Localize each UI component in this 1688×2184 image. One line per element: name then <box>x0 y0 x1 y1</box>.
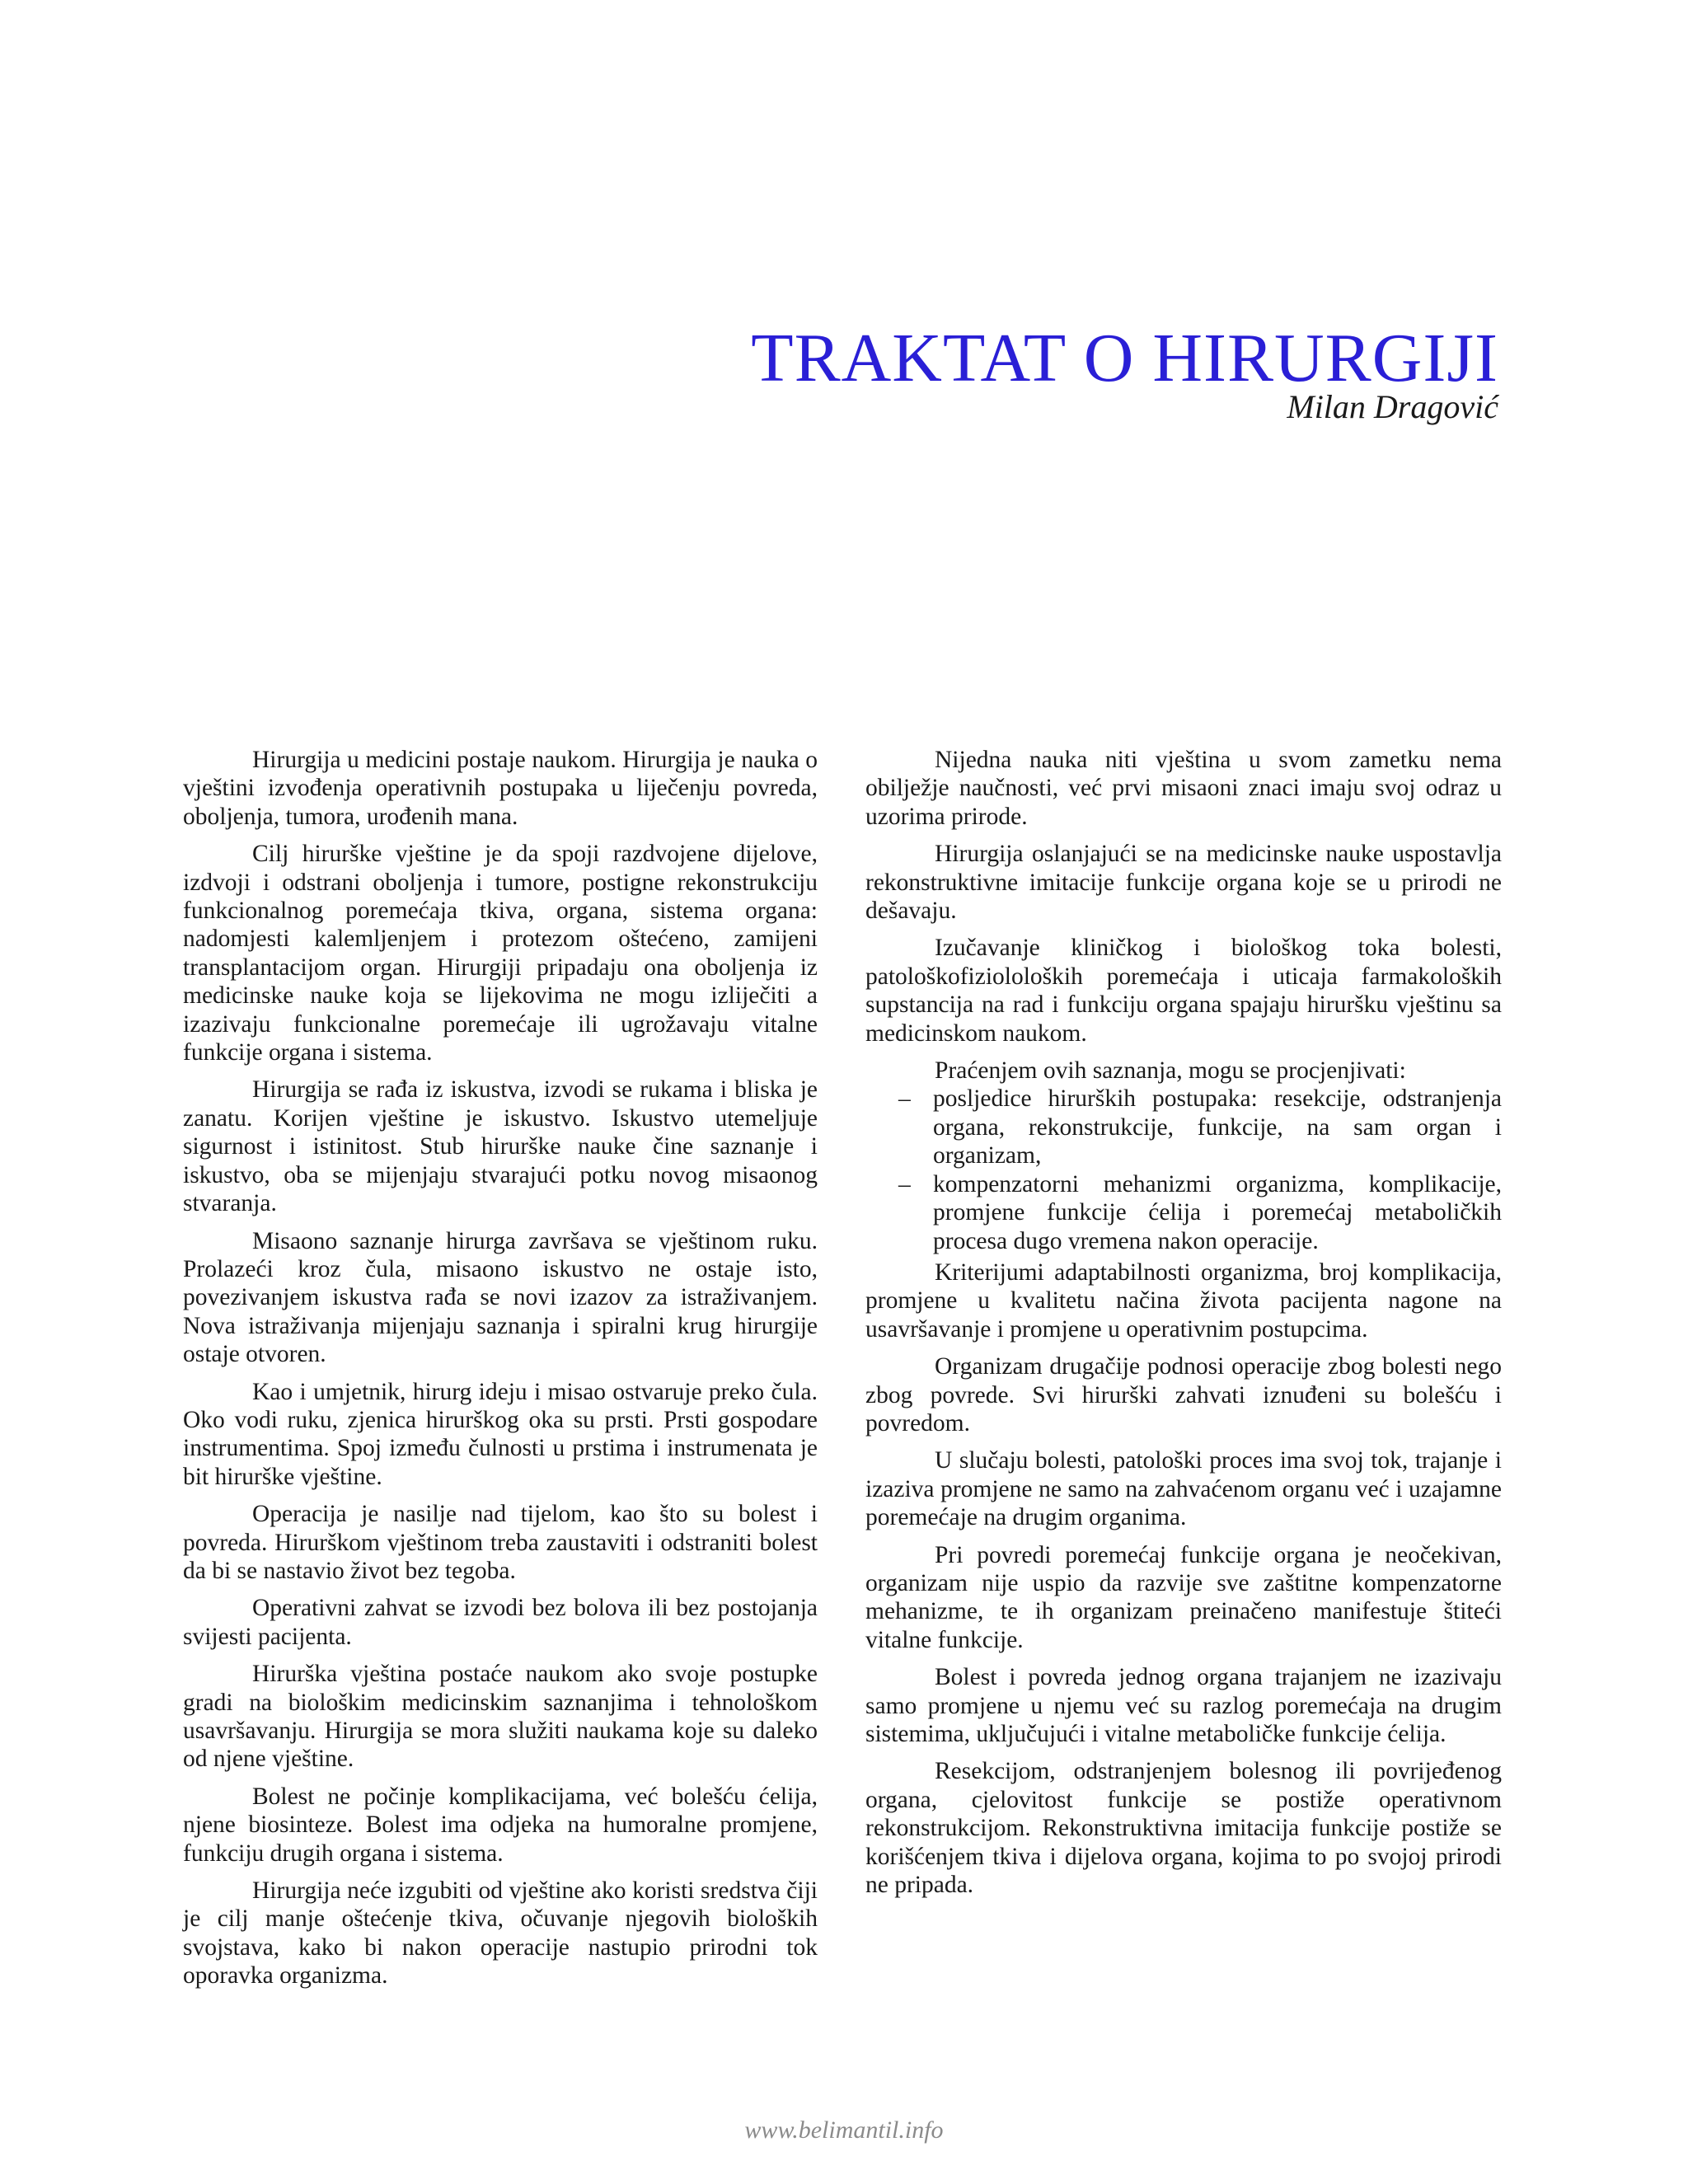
page-title: TRAKTAT O HIRURGIJI <box>751 320 1498 397</box>
paragraph: Resekcijom, odstranjenjem bolesnog ili povrijeđenog organa, cjelovitost funkcije se postiže operativnom rekonstrukcijom. Rekonstruktivna imitacija funkcije postiže se korišćenjem tkiva i dijelova organa, kojima to po svojoj prirodi ne pripada. <box>865 1758 1502 1899</box>
paragraph: Hirurška vještina postaće naukom ako svoje postupke gradi na biološkim medicinskim saznanjima i tehnološkom usavršavanju. Hirurgija se mora služiti naukama koje su daleko od njene vještine. <box>183 1661 818 1773</box>
paragraph: Hirurgija u medicini postaje naukom. Hirurgija je nauka o vještini izvođenja operativnih postupaka u liječenju povreda, oboljenja, tumora, urođenih mana. <box>183 747 818 830</box>
list-item <box>865 1085 1502 1169</box>
paragraph: Praćenjem ovih saznanja, mogu se procjenjivati: <box>935 1057 1406 1085</box>
paragraph: Misaono saznanje hirurga završava se vještinom ruku. Prolazeći kroz čula, misaono iskustvo ne ostaje isto, povezivanjem iskustva rađa se novi izazov za istraživanjem. Nova istraživanja mijenjaju saznanja i spiralni krug hirurgije ostaje otvoren. <box>183 1227 818 1368</box>
author-name: Milan Dragović <box>1287 388 1498 425</box>
list-item-text: posljedice hirurških postupaka: resekcije, odstranjenja organa, rekonstrukcije, funkcije, na sam organ i organizam, <box>933 1085 1502 1169</box>
list-item <box>865 1170 1502 1255</box>
paragraph: Bolest i povreda jednog organa trajanjem ne izazivaju samo promjene u njemu već su razlog poremećaja na drugim sistemima, uključujući i vitalne metaboličke funkcije ćelija. <box>865 1664 1502 1747</box>
paragraph: Organizam drugačije podnosi operacije zbog bolesti nego zbog povrede. Svi hirurški zahvati iznuđeni su bolešću i povredom. <box>865 1353 1502 1436</box>
dash-bullet: – <box>898 1170 911 1197</box>
dash-bullet: – <box>898 1085 911 1113</box>
paragraph: Hirurgija se rađa iz iskustva, izvodi se rukama i bliska je zanatu. Korijen vještine je iskustvo. Iskustvo utemeljuje sigurnost i istinitost. Stub hirurške nauke čine saznanje i iskustvo, oba se mijenjaju stvarajući potku novog misaonog stvaranja. <box>183 1076 818 1217</box>
paragraph: Pri povredi poremećaj funkcije organa je neočekivan, organizam nije uspio da razvije sve zaštitne kompenzatorne mehanizme, te ih organizam preinačeno manifestuje štiteći vitalne funkcije. <box>865 1541 1502 1653</box>
dash-list <box>865 1085 1502 1254</box>
paragraph: Operativni zahvat se izvodi bez bolova ili bez postojanja svijesti pacijenta. <box>183 1595 818 1650</box>
paragraph: Bolest ne počinje komplikacijama, već bolešću ćelija, njene biosinteze. Bolest ima odjeka na humoralne promjene, funkciju drugih organa i sistema. <box>183 1783 818 1867</box>
right-column <box>865 746 1502 1908</box>
paragraph: Hirurgija oslanjajući se na medicinske nauke uspostavlja rekonstruktivne imitacije funkcije organa koje se u prirodi ne dešavaju. <box>865 841 1502 925</box>
paragraph: Operacija je nasilje nad tijelom, kao što su bolest i povreda. Hirurškom vještinom treba zaustaviti i odstraniti bolest da bi se nastavio život bez tegoba. <box>183 1501 818 1584</box>
paragraph: Cilj hirurške vještine je da spoji razdvojene dijelove, izdvoji i odstrani oboljenja i tumore, postigne rekonstrukciju funkcionalnog poremećaja tkiva, organa, sistema organa: nadomjesti kalemljenjem i protezom oštećeno, zamijeni transplantacijom organ. Hirurgiji pripadaju ona oboljenja iz medicinske nauke koja se lijekovima ne mogu izliječiti a izazivaju funkcionalne poremećaje ili ugrožavaju vitalne funkcije organa i sistema. <box>183 841 818 1066</box>
paragraph: Kao i umjetnik, hirurg ideju i misao ostvaruje preko čula. Oko vodi ruku, zjenica hirurškog oka su prsti. Prsti gospodare instrumentima. Spoj između čulnosti u prstima i instrumenata je bit hirurške vještine. <box>183 1378 818 1490</box>
paragraph: Kriterijumi adaptabilnosti organizma, broj komplikacija, promjene u kvalitetu načina života pacijenta nagone na usavršavanje i promjene u operativnim postupcima. <box>865 1258 1502 1343</box>
list-item-text: kompenzatorni mehanizmi organizma, komplikacije, promjene funkcije ćelija i poremećaj metaboličkih procesa dugo vremena nakon operacije. <box>933 1170 1502 1254</box>
footer-url: www.belimantil.info <box>744 2116 944 2144</box>
paragraph: U slučaju bolesti, patološki proces ima svoj tok, trajanje i izaziva promjene ne samo na zahvaćenom organu već i uzajamne poremećaje na drugim organima. <box>865 1447 1502 1531</box>
left-column <box>183 746 818 1999</box>
paragraph: Izučavanje kliničkog i biološkog toka bolesti, patološkofiziololoških poremećaja i uticaja farmakoloških supstancija na rad i funkciju organa spajaju hiruršku vještinu sa medicinskom naukom. <box>865 935 1502 1047</box>
paragraph: Nijedna nauka niti vještina u svom zametku nema obilježje naučnosti, već prvi misaoni znaci imaju svoj odraz u uzorima prirode. <box>865 747 1502 830</box>
paragraph: Hirurgija neće izgubiti od vještine ako koristi sredstva čiji je cilj manje oštećenje tkiva, očuvanje njegovih bioloških svojstava, kako bi nakon operacije nastupio prirodni tok oporavka organizma. <box>183 1877 818 1990</box>
